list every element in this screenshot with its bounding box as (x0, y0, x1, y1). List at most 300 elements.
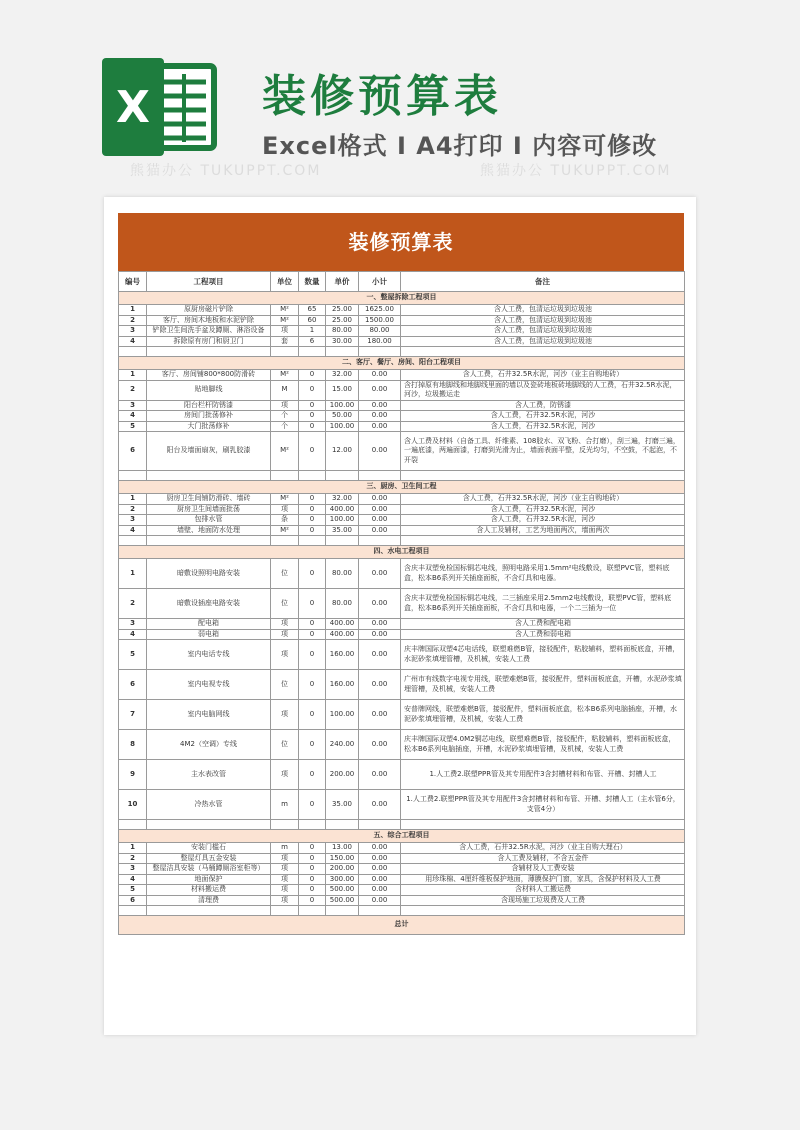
empty-cell (401, 820, 685, 830)
watermark-text: 熊猫办公 TUKUPPT.COM (480, 163, 672, 179)
unit-price-cell: 400.00 (326, 619, 359, 630)
note-cell: 含人工费，包清运垃圾到垃圾池 (401, 336, 685, 347)
section-title: 五、综合工程项目 (119, 830, 685, 843)
row-number: 4 (119, 411, 147, 422)
table-row (119, 589, 685, 619)
unit-cell: 项 (271, 760, 299, 790)
subtotal-cell: 80.00 (359, 326, 401, 337)
quantity-cell: 0 (299, 515, 326, 526)
unit-cell: M² (271, 494, 299, 505)
unit-price-cell: 150.00 (326, 853, 359, 864)
row-number: 2 (119, 380, 147, 400)
empty-cell (147, 906, 271, 916)
table-row (119, 315, 685, 326)
quantity-cell: 0 (299, 700, 326, 730)
note-cell: 含庆丰双塑免检国标铜芯电线，照明电路采用1.5mm²电线敷设，联塑PVC管，塑料底盒，松本B6系列开关插座面板，不含灯具和电器。 (401, 559, 685, 589)
item-name: 铲除卫生间洗手盆及蹲厕、淋浴设备 (147, 326, 271, 337)
subtotal-cell: 0.00 (359, 504, 401, 515)
note-cell: 含现场施工垃圾费及人工费 (401, 895, 685, 906)
unit-price-cell: 12.00 (326, 432, 359, 471)
note-cell: 1.人工费2.联塑PPR管及其专用配件3含封槽材料和布管、开槽、封槽人工 (401, 760, 685, 790)
empty-cell (326, 906, 359, 916)
excel-logo-icon (102, 58, 218, 156)
section-title: 一、整屋拆除工程项目 (119, 292, 685, 305)
table-row (119, 885, 685, 896)
table-row (119, 380, 685, 400)
empty-cell (299, 471, 326, 481)
empty-cell (401, 906, 685, 916)
unit-cell: 个 (271, 411, 299, 422)
quantity-cell: 0 (299, 895, 326, 906)
unit-price-cell: 30.00 (326, 336, 359, 347)
item-name: 整屋洁具安装（马桶蹲厕浴室柜等） (147, 864, 271, 875)
unit-cell: m (271, 790, 299, 820)
empty-cell (401, 536, 685, 546)
unit-price-cell: 100.00 (326, 515, 359, 526)
note-cell: 含人工费，石井32.5R水泥，河沙（业主自购地砖） (401, 494, 685, 505)
empty-cell (401, 347, 685, 357)
subtotal-cell: 0.00 (359, 730, 401, 760)
unit-cell: 个 (271, 421, 299, 432)
row-number: 1 (119, 559, 147, 589)
note-cell: 含人工费，石井32.5R水泥，河沙（业主自购地砖） (401, 370, 685, 381)
budget-table (118, 271, 685, 935)
row-number: 4 (119, 525, 147, 536)
quantity-cell: 0 (299, 380, 326, 400)
empty-cell (326, 471, 359, 481)
unit-price-cell: 500.00 (326, 885, 359, 896)
unit-cell: 套 (271, 336, 299, 347)
blank-row (119, 471, 685, 481)
page-subtitle: Excel格式 I A4打印 I 内容可修改 (262, 132, 658, 160)
empty-cell (147, 820, 271, 830)
empty-cell (326, 536, 359, 546)
subtotal-cell: 0.00 (359, 432, 401, 471)
row-number: 2 (119, 853, 147, 864)
item-name: 厨房卫生间铺防滑砖、墙砖 (147, 494, 271, 505)
note-cell: 含人工费，包清运垃圾到垃圾池 (401, 305, 685, 316)
total-row (119, 916, 685, 935)
item-name: 客厅、房间铺800*800防滑砖 (147, 370, 271, 381)
item-name: 阳台及墙面扇灰，刷乳胶漆 (147, 432, 271, 471)
column-header: 单价 (326, 272, 359, 292)
note-cell: 含人工费和弱电箱 (401, 629, 685, 640)
empty-cell (299, 536, 326, 546)
table-row (119, 853, 685, 864)
unit-price-cell: 50.00 (326, 411, 359, 422)
column-header: 备注 (401, 272, 685, 292)
unit-price-cell: 400.00 (326, 504, 359, 515)
section-header-row (119, 357, 685, 370)
quantity-cell: 0 (299, 790, 326, 820)
column-header: 编号 (119, 272, 147, 292)
item-name: 房间门批荡修补 (147, 411, 271, 422)
quantity-cell: 0 (299, 370, 326, 381)
quantity-cell: 0 (299, 400, 326, 411)
unit-cell: 项 (271, 874, 299, 885)
row-number: 3 (119, 619, 147, 630)
item-name: 客厅、房间木地板和水泥铲除 (147, 315, 271, 326)
row-number: 5 (119, 421, 147, 432)
quantity-cell: 0 (299, 559, 326, 589)
item-name: 拆除原有房门和厨卫门 (147, 336, 271, 347)
row-number: 1 (119, 843, 147, 854)
note-cell: 含辅材及人工费安装 (401, 864, 685, 875)
quantity-cell: 0 (299, 504, 326, 515)
subtotal-cell: 0.00 (359, 411, 401, 422)
table-row (119, 874, 685, 885)
empty-cell (401, 471, 685, 481)
quantity-cell: 0 (299, 760, 326, 790)
quantity-cell: 0 (299, 874, 326, 885)
item-name: 4M2（空调）专线 (147, 730, 271, 760)
unit-cell: 项 (271, 640, 299, 670)
unit-cell: 项 (271, 700, 299, 730)
table-row (119, 305, 685, 316)
subtotal-cell: 0.00 (359, 885, 401, 896)
unit-price-cell: 80.00 (326, 559, 359, 589)
table-row (119, 336, 685, 347)
item-name: 配电箱 (147, 619, 271, 630)
note-cell: 含人工费，包清运垃圾到垃圾池 (401, 315, 685, 326)
row-number: 8 (119, 730, 147, 760)
quantity-cell: 0 (299, 864, 326, 875)
note-cell: 含人工费，石井32.5R水泥，河沙 (401, 515, 685, 526)
subtotal-cell: 0.00 (359, 400, 401, 411)
quantity-cell: 0 (299, 730, 326, 760)
empty-cell (147, 536, 271, 546)
subtotal-cell: 0.00 (359, 515, 401, 526)
quantity-cell: 0 (299, 619, 326, 630)
table-row (119, 400, 685, 411)
subtotal-cell: 0.00 (359, 421, 401, 432)
item-name: 阳台栏杆防锈漆 (147, 400, 271, 411)
subtotal-cell: 0.00 (359, 619, 401, 630)
note-cell: 广州市有线数字电视专用线，联塑难燃B管，接驳配件，塑料面板底盒，开槽，水泥砂浆填埋管槽，及机械，安装人工费 (401, 670, 685, 700)
note-cell: 含人工费，石井32.5R水泥，河沙 (401, 421, 685, 432)
quantity-cell: 0 (299, 670, 326, 700)
column-header: 单位 (271, 272, 299, 292)
row-number: 3 (119, 400, 147, 411)
row-number: 9 (119, 760, 147, 790)
subtotal-cell: 1625.00 (359, 305, 401, 316)
unit-price-cell: 15.00 (326, 380, 359, 400)
empty-cell (119, 906, 147, 916)
quantity-cell: 0 (299, 421, 326, 432)
unit-cell: 条 (271, 515, 299, 526)
item-name: 室内电话专线 (147, 640, 271, 670)
watermark-text: 熊猫办公 TUKUPPT.COM (130, 163, 322, 179)
subtotal-cell: 0.00 (359, 370, 401, 381)
item-name: 安装门槛石 (147, 843, 271, 854)
budget-sheet-paper (104, 197, 696, 1035)
quantity-cell: 0 (299, 853, 326, 864)
row-number: 2 (119, 504, 147, 515)
item-name: 包排水管 (147, 515, 271, 526)
unit-price-cell: 400.00 (326, 629, 359, 640)
quantity-cell: 60 (299, 315, 326, 326)
item-name: 弱电箱 (147, 629, 271, 640)
row-number: 4 (119, 874, 147, 885)
table-header-row (119, 272, 685, 292)
empty-cell (359, 536, 401, 546)
unit-cell: m (271, 843, 299, 854)
quantity-cell: 0 (299, 432, 326, 471)
table-row (119, 432, 685, 471)
subtotal-cell: 0.00 (359, 853, 401, 864)
logo-letter: X (116, 82, 150, 133)
unit-price-cell: 35.00 (326, 525, 359, 536)
row-number: 1 (119, 370, 147, 381)
subtotal-cell: 0.00 (359, 895, 401, 906)
row-number: 4 (119, 336, 147, 347)
note-cell: 含人工费，包清运垃圾到垃圾池 (401, 326, 685, 337)
quantity-cell: 0 (299, 640, 326, 670)
unit-cell: 项 (271, 885, 299, 896)
empty-cell (271, 820, 299, 830)
unit-price-cell: 25.00 (326, 305, 359, 316)
subtotal-cell: 0.00 (359, 629, 401, 640)
table-row (119, 864, 685, 875)
empty-cell (119, 536, 147, 546)
quantity-cell: 0 (299, 843, 326, 854)
quantity-cell: 0 (299, 629, 326, 640)
unit-price-cell: 35.00 (326, 790, 359, 820)
section-title: 三、厨房、卫生间工程 (119, 481, 685, 494)
row-number: 1 (119, 494, 147, 505)
column-header: 小计 (359, 272, 401, 292)
table-row (119, 411, 685, 422)
row-number: 3 (119, 864, 147, 875)
row-number: 5 (119, 885, 147, 896)
row-number: 7 (119, 700, 147, 730)
empty-cell (359, 471, 401, 481)
note-cell: 庆丰牌国际双塑4.0M2铜芯电线，联塑难燃B管，接驳配件，粘胶辅料，塑料面板底盒，松本B6系列电脑插座，开槽，水泥砂浆填埋管槽，及机械，安装人工费 (401, 730, 685, 760)
item-name: 冷热水管 (147, 790, 271, 820)
blank-row (119, 906, 685, 916)
unit-cell: M² (271, 305, 299, 316)
table-row (119, 895, 685, 906)
empty-cell (359, 820, 401, 830)
unit-price-cell: 25.00 (326, 315, 359, 326)
table-row (119, 640, 685, 670)
section-title: 四、水电工程项目 (119, 546, 685, 559)
section-header-row (119, 546, 685, 559)
sheet-title: 装修预算表 (118, 213, 684, 271)
item-name: 暗敷设照明电路安装 (147, 559, 271, 589)
note-cell: 安普牌网线，联塑难燃B管，接驳配件，塑料面板底盒，松本B6系列电脑插座，开槽，水泥砂浆填埋管槽，及机械，安装人工费 (401, 700, 685, 730)
quantity-cell: 0 (299, 411, 326, 422)
blank-row (119, 536, 685, 546)
quantity-cell: 0 (299, 589, 326, 619)
section-header-row (119, 830, 685, 843)
unit-price-cell: 100.00 (326, 700, 359, 730)
unit-price-cell: 200.00 (326, 864, 359, 875)
unit-cell: M² (271, 432, 299, 471)
unit-price-cell: 160.00 (326, 640, 359, 670)
unit-price-cell: 80.00 (326, 326, 359, 337)
row-number: 2 (119, 315, 147, 326)
subtotal-cell: 0.00 (359, 559, 401, 589)
row-number: 3 (119, 326, 147, 337)
note-cell: 用珍珠棉、4厘纤维板保护地面，薄膜保护门窗，家具，含保护材料及人工费 (401, 874, 685, 885)
quantity-cell: 65 (299, 305, 326, 316)
unit-price-cell: 160.00 (326, 670, 359, 700)
table-row (119, 494, 685, 505)
table-row (119, 843, 685, 854)
item-name: 大门批荡修补 (147, 421, 271, 432)
note-cell: 庆丰牌国际双塑4芯电话线，联塑难燃B管，接驳配件，粘胶辅料，塑料面板底盒，开槽，水泥砂浆填埋管槽，及机械，安装人工费 (401, 640, 685, 670)
note-cell: 1.人工费2.联塑PPR管及其专用配件3含封槽材料和布管、开槽、封槽人工（主水管6分，支管4分） (401, 790, 685, 820)
quantity-cell: 6 (299, 336, 326, 347)
table-row (119, 619, 685, 630)
empty-cell (299, 347, 326, 357)
section-title: 二、客厅、餐厅、房间、阳台工程项目 (119, 357, 685, 370)
unit-cell: 项 (271, 619, 299, 630)
subtotal-cell: 0.00 (359, 864, 401, 875)
unit-cell: 位 (271, 559, 299, 589)
empty-cell (299, 820, 326, 830)
total-label: 总计 (119, 916, 685, 935)
empty-cell (359, 906, 401, 916)
empty-cell (147, 347, 271, 357)
unit-price-cell: 13.00 (326, 843, 359, 854)
empty-cell (326, 347, 359, 357)
empty-cell (359, 347, 401, 357)
row-number: 6 (119, 670, 147, 700)
note-cell: 含人工费，防锈漆 (401, 400, 685, 411)
subtotal-cell: 0.00 (359, 874, 401, 885)
unit-cell: M² (271, 315, 299, 326)
unit-cell: 项 (271, 326, 299, 337)
unit-price-cell: 80.00 (326, 589, 359, 619)
table-row (119, 629, 685, 640)
item-name: 贴地脚线 (147, 380, 271, 400)
item-name: 室内电脑网线 (147, 700, 271, 730)
unit-price-cell: 32.00 (326, 494, 359, 505)
row-number: 5 (119, 640, 147, 670)
table-row (119, 700, 685, 730)
table-row (119, 730, 685, 760)
quantity-cell: 0 (299, 885, 326, 896)
subtotal-cell: 0.00 (359, 670, 401, 700)
row-number: 4 (119, 629, 147, 640)
unit-cell: 项 (271, 895, 299, 906)
blank-row (119, 820, 685, 830)
row-number: 1 (119, 305, 147, 316)
item-name: 材料搬运费 (147, 885, 271, 896)
table-row (119, 559, 685, 589)
quantity-cell: 1 (299, 326, 326, 337)
unit-cell: 位 (271, 670, 299, 700)
table-row (119, 421, 685, 432)
note-cell: 含人工及辅材，工艺为地面两次，墙面两次 (401, 525, 685, 536)
unit-price-cell: 300.00 (326, 874, 359, 885)
item-name: 清理费 (147, 895, 271, 906)
quantity-cell: 0 (299, 494, 326, 505)
note-cell: 含人工费，石井32.5R水泥，河沙（业主自购大理石） (401, 843, 685, 854)
row-number: 3 (119, 515, 147, 526)
row-number: 2 (119, 589, 147, 619)
unit-cell: M (271, 380, 299, 400)
note-cell: 含打掉原有地脚线和地脚线里面的墙以及瓷砖地板砖地脚线的人工费，石井32.5R水泥，河沙，垃圾搬运走 (401, 380, 685, 400)
subtotal-cell: 180.00 (359, 336, 401, 347)
subtotal-cell: 0.00 (359, 494, 401, 505)
row-number: 10 (119, 790, 147, 820)
subtotal-cell: 0.00 (359, 760, 401, 790)
item-name: 暗敷设插座电路安装 (147, 589, 271, 619)
unit-cell: M² (271, 525, 299, 536)
page-title: 装修预算表 (262, 71, 502, 122)
subtotal-cell: 0.00 (359, 589, 401, 619)
table-row (119, 515, 685, 526)
column-header: 工程项目 (147, 272, 271, 292)
column-header: 数量 (299, 272, 326, 292)
note-cell: 含人工费及辅材，不含五金件 (401, 853, 685, 864)
empty-cell (119, 820, 147, 830)
section-header-row (119, 292, 685, 305)
item-name: 整屋灯具五金安装 (147, 853, 271, 864)
table-row (119, 790, 685, 820)
subtotal-cell: 0.00 (359, 380, 401, 400)
unit-cell: 位 (271, 730, 299, 760)
table-row (119, 504, 685, 515)
unit-cell: M² (271, 370, 299, 381)
unit-price-cell: 240.00 (326, 730, 359, 760)
item-name: 墙壁、地面防水处理 (147, 525, 271, 536)
empty-cell (326, 820, 359, 830)
subtotal-cell: 0.00 (359, 700, 401, 730)
quantity-cell: 0 (299, 525, 326, 536)
item-name: 厨房卫生间墙面批荡 (147, 504, 271, 515)
section-header-row (119, 481, 685, 494)
subtotal-cell: 0.00 (359, 640, 401, 670)
unit-cell: 位 (271, 589, 299, 619)
empty-cell (119, 471, 147, 481)
table-row (119, 760, 685, 790)
unit-cell: 项 (271, 853, 299, 864)
unit-cell: 项 (271, 504, 299, 515)
unit-cell: 项 (271, 864, 299, 875)
unit-price-cell: 500.00 (326, 895, 359, 906)
note-cell: 含人工费，石井32.5R水泥，河沙 (401, 504, 685, 515)
budget-sheet (118, 213, 684, 935)
empty-cell (147, 471, 271, 481)
unit-price-cell: 100.00 (326, 421, 359, 432)
row-number: 6 (119, 895, 147, 906)
table-row (119, 326, 685, 337)
item-name: 地面保护 (147, 874, 271, 885)
table-row (119, 370, 685, 381)
empty-cell (271, 471, 299, 481)
table-row (119, 525, 685, 536)
empty-cell (119, 347, 147, 357)
empty-cell (271, 906, 299, 916)
subtotal-cell: 0.00 (359, 843, 401, 854)
subtotal-cell: 0.00 (359, 790, 401, 820)
note-cell: 含人工费和配电箱 (401, 619, 685, 630)
item-name: 室内电视专线 (147, 670, 271, 700)
unit-price-cell: 32.00 (326, 370, 359, 381)
unit-price-cell: 100.00 (326, 400, 359, 411)
unit-cell: 项 (271, 629, 299, 640)
blank-row (119, 347, 685, 357)
note-cell: 含人工费及材料（自备工具、纤维素、108胶水、双飞粉、合打磨），刮三遍，打磨三遍，一遍底漆，两遍面漆，打磨到光滑为止，墙面表面平整，反光均匀，不空鼓，不起泡，不开裂 (401, 432, 685, 471)
empty-cell (299, 906, 326, 916)
unit-price-cell: 200.00 (326, 760, 359, 790)
unit-cell: 项 (271, 400, 299, 411)
note-cell: 含人工费，石井32.5R水泥，河沙 (401, 411, 685, 422)
